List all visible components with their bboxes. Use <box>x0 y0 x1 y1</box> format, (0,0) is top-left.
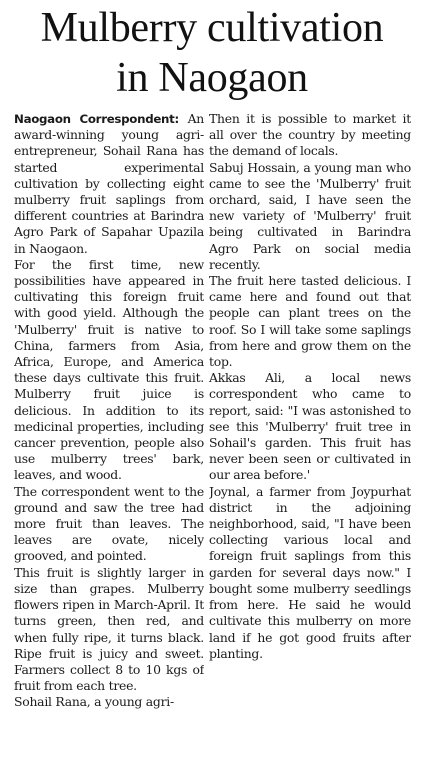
paragraph: For the first time, new possibilities have appeared in cultivating this foreign fruit with good yield. Although the 'Mulberry' fruit is native to China, farmers from Asia, Africa, Europe, and America these days cultivate this fruit. Mulberry fruit juice is delicious. In addition to its medicinal properties, including cancer prevention, people also use mulberry trees' bark, leaves, and wood. <box>14 256 204 483</box>
left-column <box>14 111 204 768</box>
paragraph: The correspondent went to the ground and saw the tree had more fruit than leaves. The leaves are ovate, nicely grooved, and pointed. <box>14 483 204 564</box>
paragraph <box>14 111 204 257</box>
headline <box>0 0 424 103</box>
paragraph: Then it is possible to market it all over the country by meeting the demand of locals. <box>209 111 411 159</box>
paragraph: The fruit here tasted delicious. I came here and found out that people can plant trees on the roof. So I will take some saplings from here and grow them on the top. <box>209 273 411 370</box>
paragraph-text: An award-winning young agri-entrepreneur, Sohail Rana has started experimental cultivation by collecting eight mulberry fruit saplings from different countries at Barindra Agro Park of Sapahar Upazila in Naogaon. <box>14 111 204 256</box>
byline: Naogaon Correspondent: <box>14 112 179 126</box>
paragraph: Akkas Ali, a local news correspondent who came to report, said: "I was astonished to see this 'Mulberry' fruit tree in Sohail's garden. This fruit has never been seen or cultivated in our area before.' <box>209 370 411 483</box>
paragraph: Joynal, a farmer from Joypurhat district in the adjoining neighborhood, said, "I have been collecting various local and foreign fruit saplings from this garden for several days now." I bought some mulberry seedlings from here. He said he would cultivate this mulberry on more land if he got good fruits after planting. <box>209 483 411 661</box>
headline-line-1: Mulberry cultivation <box>40 5 384 51</box>
paragraph: This fruit is slightly larger in size than grapes. Mulberry flowers ripen in March-April. It turns green, then red, and when fully ripe, it turns black. Ripe fruit is juicy and sweet. Farmers collect 8 to 10 kgs of fruit from each tree. <box>14 564 204 694</box>
article-body <box>0 111 424 768</box>
paragraph: Sohail Rana, a young agri- <box>14 694 174 710</box>
paragraph: Sabuj Hossain, a young man who came to see the 'Mulberry' fruit orchard, said, I have seen the new variety of 'Mulberry' fruit being cultivated in Barindra Agro Park on social media recently. <box>209 159 411 272</box>
headline-line-2: in Naogaon <box>116 55 308 101</box>
right-column <box>209 111 411 768</box>
